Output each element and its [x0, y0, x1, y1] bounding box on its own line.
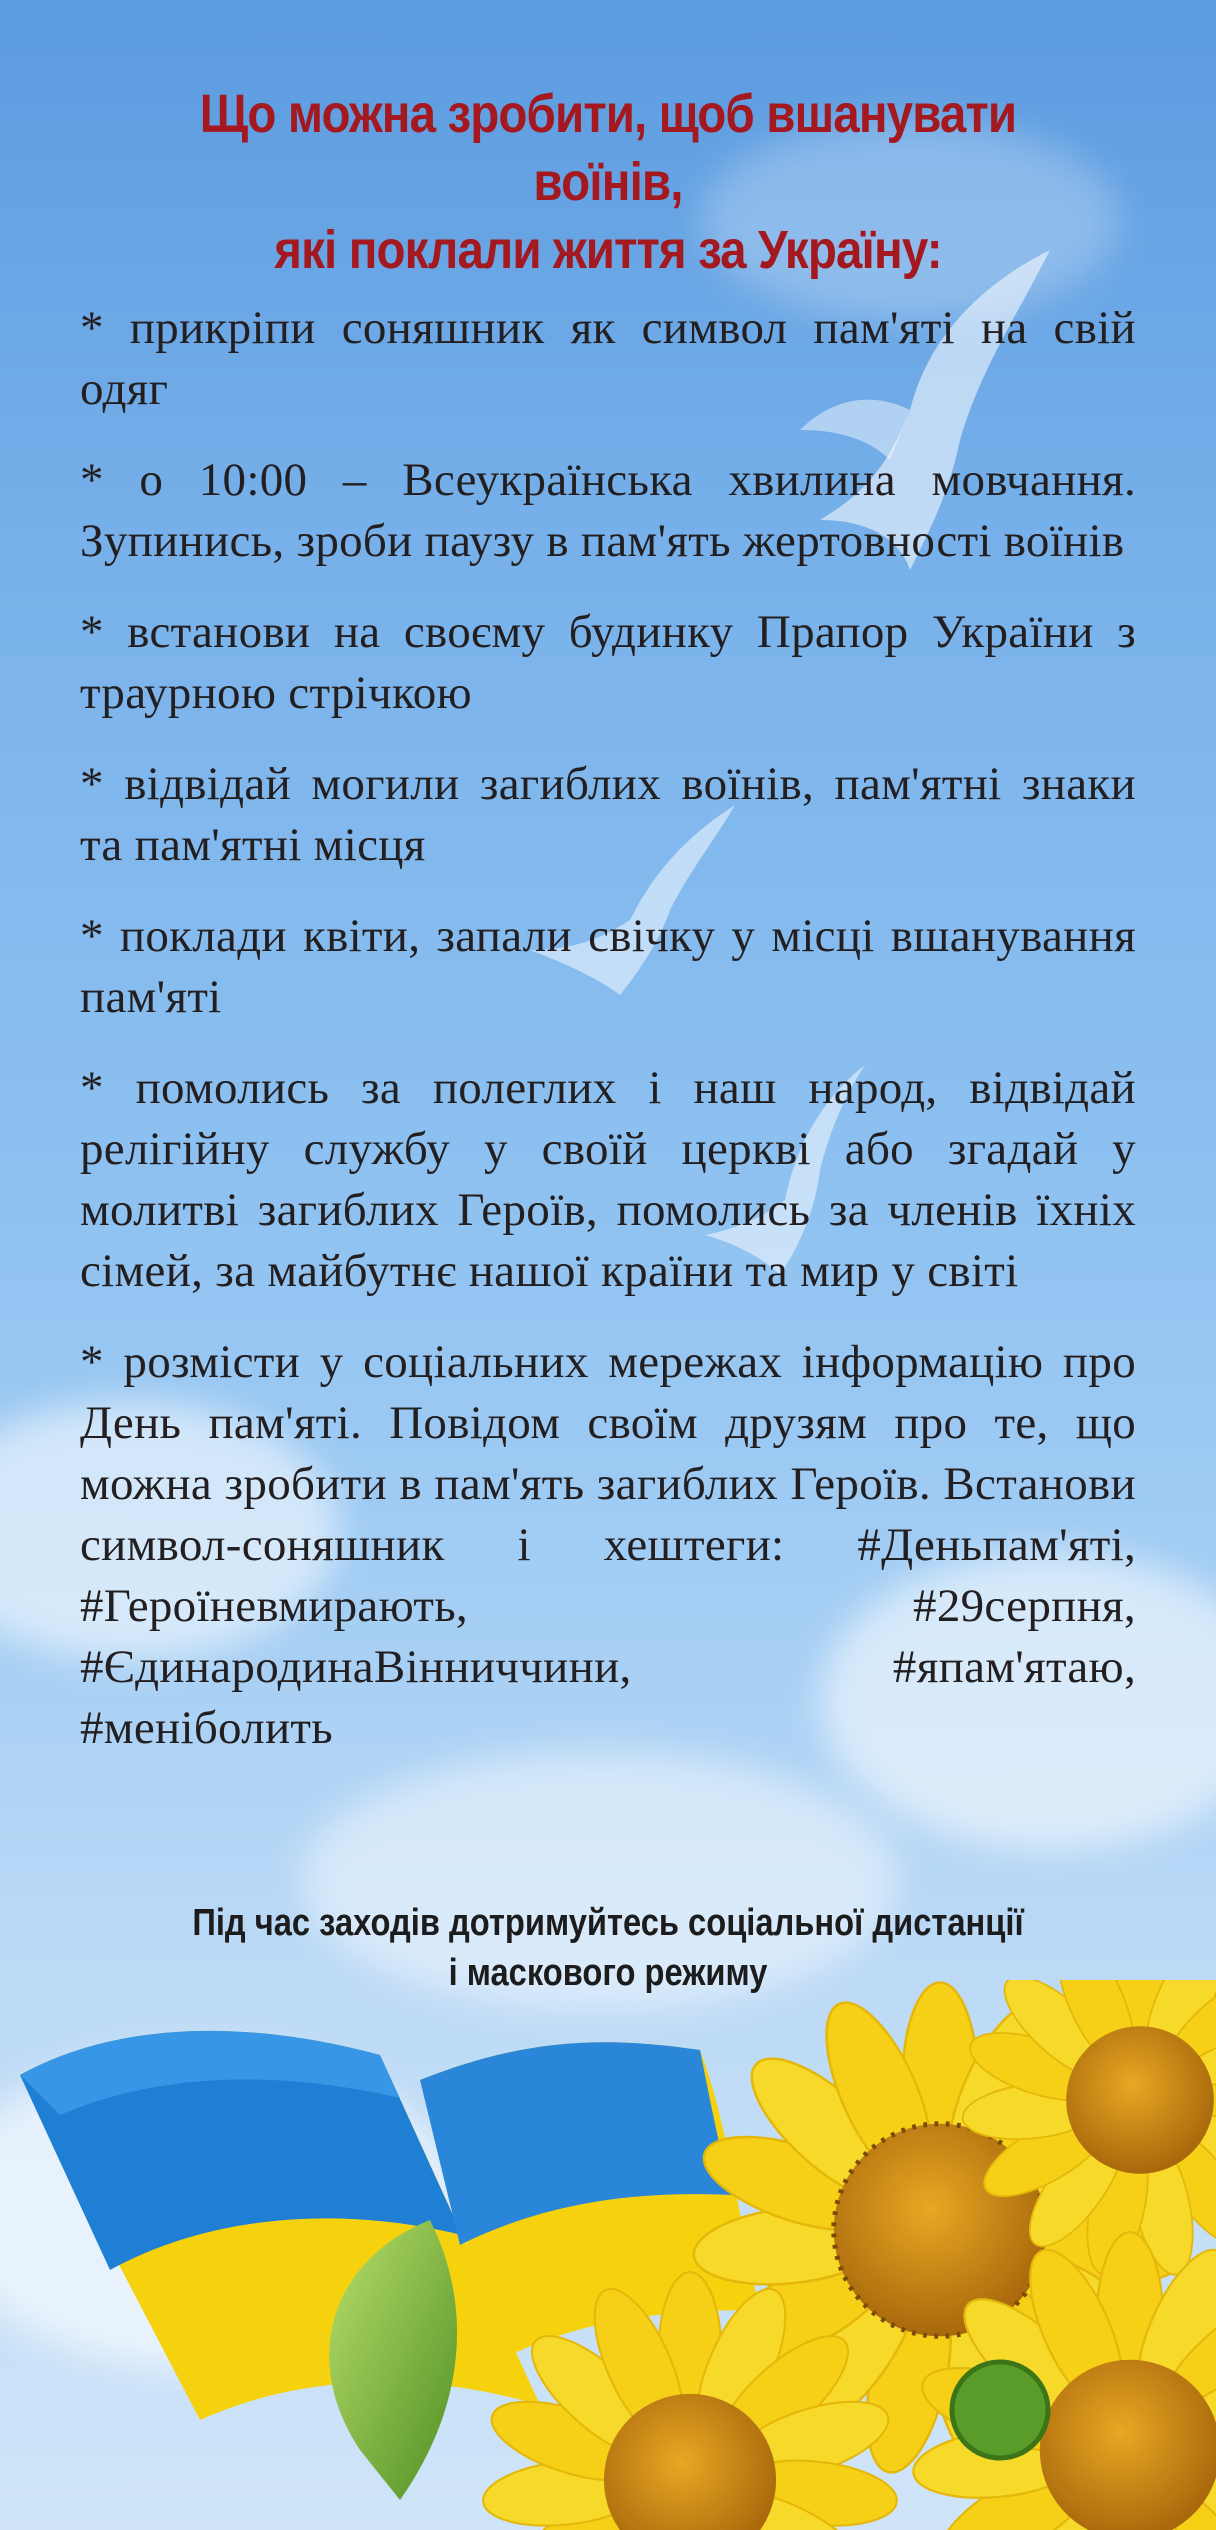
action-list — [80, 298, 1136, 1759]
page-title-line-2: які поклали життя за Україну: — [274, 220, 942, 280]
content — [80, 80, 1136, 1789]
list-item: * помолись за полеглих і наш народ, відвідай релігійну службу у своїй церкві або згадай у молитві загиблих Героїв, помолись за членів їхніх сімей, за майбутнє нашої країни та мир у світі — [80, 1062, 1136, 1297]
page-title-line-1: Що можна зробити, щоб вшанувати воїнів, — [199, 84, 1017, 212]
decoration — [0, 1980, 1216, 2530]
list-item: * поклади квіти, запали свічку у місці вшанування пам'яті — [80, 910, 1136, 1023]
footer-note-line-1: Під час заходів дотримуйтесь соціальної дистанції — [192, 1902, 1024, 1944]
sunflower-bud-icon — [952, 2362, 1048, 2458]
list-item: * розмісти у соціальних мережах інформацію про День пам'яті. Повідом своїм друзям про те, що можна зробити в пам'ять загиблих Героїв. Встанови символ-соняшник і хештеги: #Деньпам'яті, #Героїневмирають, #29серпня, #ЄдинародинаВінниччини, #япам'ятаю, #меніболить — [80, 1336, 1136, 1754]
list-item: * встанови на своєму будинку Прапор України з траурною стрічкою — [80, 606, 1136, 719]
list-item: * о 10:00 – Всеукраїнська хвилина мовчання. Зупинись, зроби паузу в пам'ять жертовності воїнів — [80, 454, 1136, 567]
footer-note-line-2: і маскового режиму — [448, 1952, 768, 1994]
page-title — [143, 80, 1072, 284]
list-item: * прикріпи соняшник як символ пам'яті на свій одяг — [80, 302, 1136, 415]
list-item: * відвідай могили загиблих воїнів, пам'ятні знаки та пам'ятні місця — [80, 758, 1136, 871]
